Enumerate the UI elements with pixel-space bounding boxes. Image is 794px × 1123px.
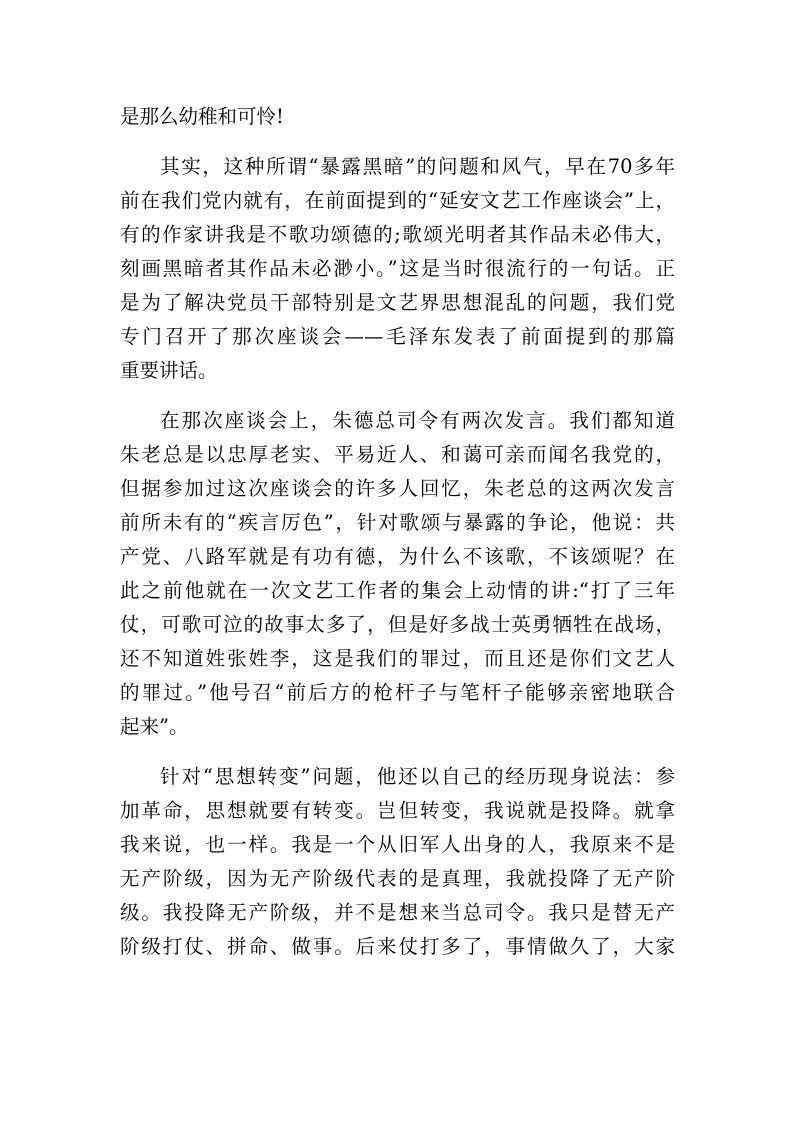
- text-line: 是那么幼稚和可怜!: [120, 105, 284, 128]
- text-line: 专门召开了那次座谈会——毛泽东发表了前面提到的那篇: [120, 325, 675, 348]
- document-page: [120, 100, 675, 980]
- text-line: 阶级打仗、拼命、做事。后来仗打多了，事情做久了，大家: [120, 935, 675, 958]
- text-line: 级。我投降无产阶级，并不是想来当总司令。我只是替无产: [120, 901, 675, 924]
- text-line: 我来说，也一样。我是一个从旧军人出身的人，我原来不是: [120, 833, 675, 856]
- text-line: 但据参加过这次座谈会的许多人回忆，朱老总的这两次发言: [120, 477, 675, 500]
- text-line: 仗，可歌可泣的故事太多了，但是好多战士英勇牺牲在战场，: [120, 613, 675, 636]
- text-line: 前所未有的“疾言厉色”，针对歌颂与暴露的争论，他说：共: [120, 511, 675, 534]
- text-line: 的罪过。”他号召“前后方的枪杆子与笔杆子能够亲密地联合: [120, 681, 675, 704]
- text-line: 前在我们党内就有，在前面提到的“延安文艺工作座谈会”上，: [120, 189, 675, 212]
- paragraph-3: [120, 404, 675, 744]
- text-line: 此之前他就在一次文艺工作者的集会上动情的讲:“打了三年: [120, 579, 675, 602]
- paragraph-1: [120, 100, 675, 134]
- text-line: 针对“思想转变”问题，他还以自己的经历现身说法：参: [160, 765, 675, 788]
- text-line: 有的作家讲我是不歌功颂德的;歌颂光明者其作品未必伟大，: [120, 223, 675, 246]
- paragraph-4: [120, 760, 675, 964]
- text-line: 刻画黑暗者其作品未必渺小。”这是当时很流行的一句话。正: [120, 257, 675, 280]
- paragraph-2: [120, 150, 675, 388]
- text-line: 产党、八路军就是有功有德，为什么不该歌，不该颂呢？在: [120, 545, 675, 568]
- text-line: 起来”。: [120, 715, 189, 738]
- text-line: 其实，这种所谓“暴露黑暗”的问题和风气，早在70多年: [160, 155, 675, 178]
- text-line: 在那次座谈会上，朱德总司令有两次发言。我们都知道: [160, 409, 675, 432]
- text-line: 无产阶级，因为无产阶级代表的是真理，我就投降了无产阶: [120, 867, 675, 890]
- text-line: 重要讲话。: [120, 359, 218, 382]
- text-line: 朱老总是以忠厚老实、平易近人、和蔼可亲而闻名我党的，: [120, 443, 675, 466]
- text-line: 加革命，思想就要有转变。岂但转变，我说就是投降。就拿: [120, 799, 675, 822]
- text-line: 还不知道姓张姓李，这是我们的罪过，而且还是你们文艺人: [120, 647, 675, 670]
- text-line: 是为了解决党员干部特别是文艺界思想混乱的问题，我们党: [120, 291, 675, 314]
